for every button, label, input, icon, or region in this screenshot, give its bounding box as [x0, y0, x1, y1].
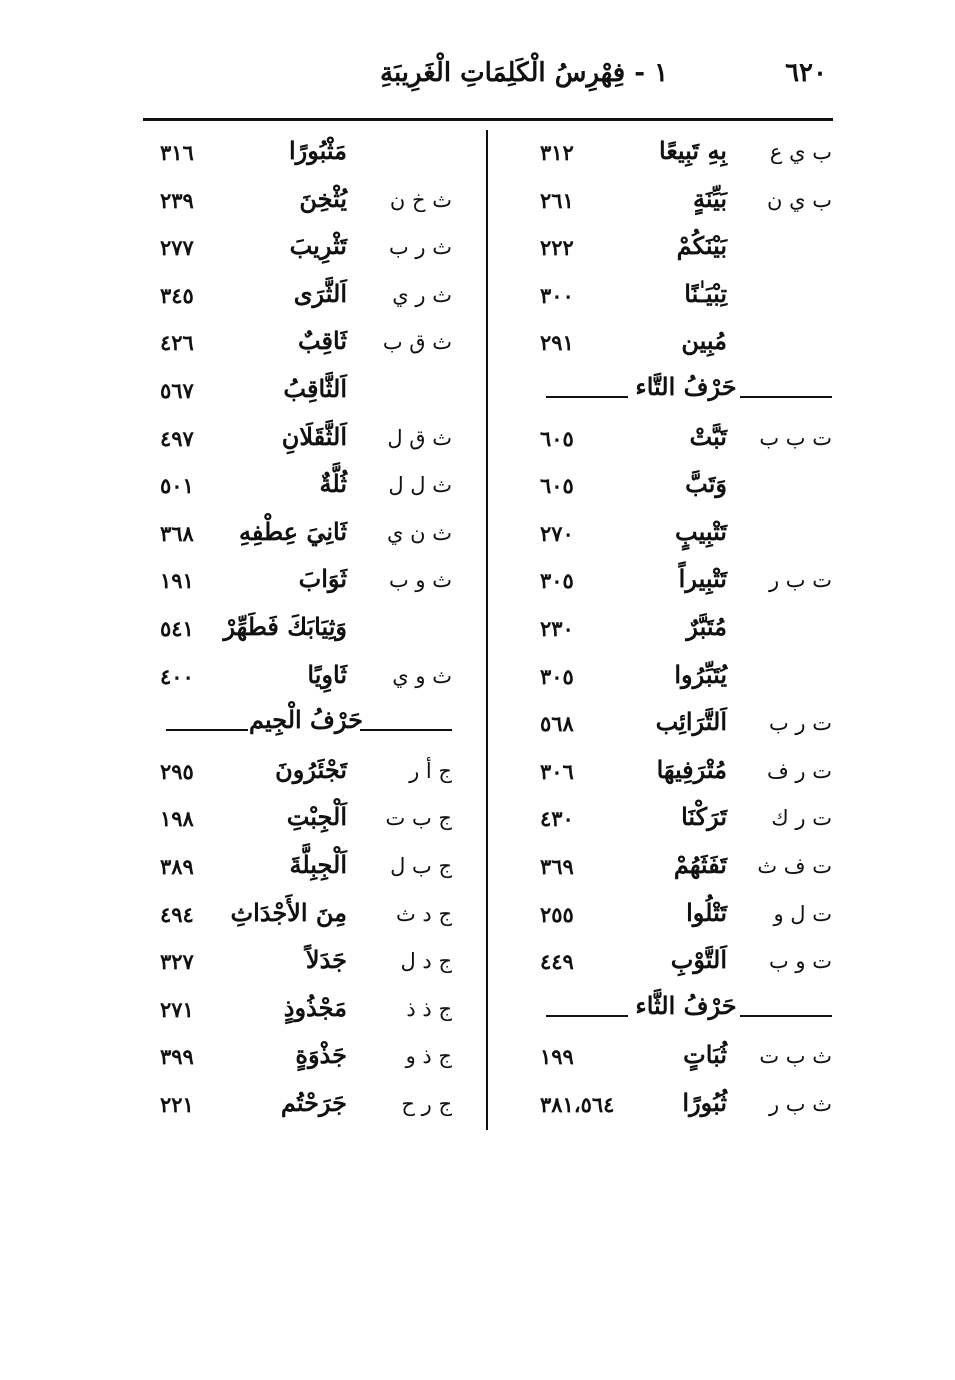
root-letters: ث ر ي [392, 282, 452, 307]
root-letters: ج د ث [395, 901, 452, 926]
page-reference: ٥٠١ [160, 473, 194, 499]
index-entry [540, 751, 832, 799]
root-letters: ت ر ك [771, 806, 832, 831]
index-entry [160, 132, 452, 180]
index-entry [160, 894, 452, 942]
index-word: يُثْخِنَ [299, 183, 347, 213]
index-word: وَثِيَابَكَ فَطَهِّرْ [223, 611, 347, 641]
page-reference: ٦٠٥ [540, 425, 574, 451]
page-reference: ٤٩٧ [160, 425, 194, 451]
index-word: ثَاوِيًا [307, 659, 347, 689]
index-entry [540, 846, 832, 894]
page-reference: ٤٣٠ [540, 806, 574, 832]
root-letters: ت ر ب [768, 711, 832, 736]
index-word: ثُبُورًا [682, 1087, 727, 1117]
index-word: مُتْرَفِيهَا [656, 754, 727, 784]
page-reference: ١٩٨ [160, 806, 194, 832]
page-title: ١ - فِهْرِسُ الْكَلِمَاتِ الْغَرِيبَةِ [380, 58, 669, 88]
column-divider [486, 130, 488, 1130]
index-entry [160, 370, 452, 418]
index-word: ثَاقِبٌ [297, 326, 347, 356]
page-reference: ٢٩١ [540, 330, 574, 356]
index-entry [540, 560, 832, 608]
page-reference: ٢٢٢ [540, 235, 574, 261]
index-entry [540, 418, 832, 466]
page-reference: ٢٩٥ [160, 758, 194, 784]
index-entry [540, 1084, 832, 1132]
heading-label: حَرْفُ التَّاء [635, 371, 737, 401]
page-reference: ٤٤٩ [540, 949, 574, 975]
root-letters: ث ب ر [768, 1091, 832, 1116]
index-entry [160, 180, 452, 228]
index-word: مَثْبُورًا [289, 136, 347, 165]
index-word: تَتْبِيراً [678, 564, 727, 594]
section-heading [540, 989, 832, 1037]
index-entry [540, 180, 832, 228]
index-word: تَثْرِيبَ [289, 231, 347, 261]
index-word: تَفَثَهُمْ [673, 849, 727, 879]
index-word: تَجْئَرُونَ [275, 754, 347, 784]
index-word: ثَانِيَ عِطْفِهِ [238, 516, 347, 546]
index-word: تَتْبِيبٍ [675, 516, 727, 546]
index-word: جَرَحْتُم [280, 1087, 347, 1117]
index-entry [160, 513, 452, 561]
index-entry [160, 227, 452, 275]
page-reference: ٣٠٠ [540, 282, 574, 308]
index-entry [540, 322, 832, 370]
index-word: تَرَكْنَا [681, 802, 727, 832]
page-reference: ٢٦١ [540, 187, 574, 213]
page-reference: ١٩١ [160, 568, 194, 594]
root-letters: ت ف ث [757, 853, 832, 878]
page-reference: ٣٠٥ [540, 663, 574, 689]
root-letters: ث ق ل [387, 425, 452, 450]
index-entry [540, 608, 832, 656]
page-reference: ٣٦٩ [540, 853, 574, 879]
root-letters: ث و ب [388, 568, 452, 593]
index-entry [160, 751, 452, 799]
page-reference: ١٩٩ [540, 1044, 574, 1070]
index-word: اَلثَّقَلَانِ [281, 421, 347, 451]
page-reference: ٤٩٤ [160, 901, 194, 927]
index-entry [540, 798, 832, 846]
page-reference: ٢٧٧ [160, 235, 194, 261]
root-letters: ت و ب [768, 949, 832, 974]
index-entry [160, 1036, 452, 1084]
index-word: ثُبَاتٍ [683, 1040, 727, 1070]
root-letters: ث ر ب [388, 235, 452, 260]
index-word: ثُلَّةٌ [319, 469, 347, 499]
root-letters: ث خ ن [389, 187, 452, 212]
root-letters: ج ذ و [405, 1044, 452, 1069]
index-entry [160, 1084, 452, 1132]
left-column [160, 132, 452, 1131]
index-word: تَبَّتْ [689, 421, 727, 451]
root-letters: ث ق ب [382, 330, 452, 355]
root-letters: ت ل و [773, 901, 832, 926]
page-reference: ٣٩٩ [160, 1044, 194, 1070]
page-reference: ٣٠٥ [540, 568, 574, 594]
page-reference: ٣٠٦ [540, 758, 574, 784]
page-reference: ٢٣٩ [160, 187, 194, 213]
index-entry [540, 894, 832, 942]
index-entry [160, 941, 452, 989]
page-reference: ٣١٢ [540, 140, 574, 165]
index-entry [160, 798, 452, 846]
page-reference: ٢٧١ [160, 996, 194, 1022]
header-rule [143, 118, 833, 121]
root-letters: ج ذ ذ [406, 996, 452, 1021]
root-letters: ث ب ت [759, 1044, 832, 1069]
index-entry [540, 513, 832, 561]
root-letters: ج ب ت [385, 806, 452, 831]
index-word: اَلْجِبِلَّةَ [289, 849, 347, 879]
section-heading [540, 370, 832, 418]
index-entry [160, 418, 452, 466]
index-word: بِهِ تَبِيعًا [659, 136, 727, 165]
page-reference: ٢٢١ [160, 1091, 194, 1117]
page-reference: ٣١٦ [160, 140, 194, 165]
root-letters: ث ن ي [387, 520, 452, 545]
index-entry [540, 656, 832, 704]
right-column [540, 132, 832, 1131]
page-reference: ٣٦٨ [160, 520, 194, 546]
index-word: اَلثَّاقِبُ [283, 373, 347, 403]
page-reference: ٣٨٩ [160, 853, 194, 879]
index-entry [540, 1036, 832, 1084]
page-reference: ٥٤١ [160, 615, 194, 641]
index-entry [540, 227, 832, 275]
root-letters: ب ي ع [769, 140, 832, 164]
index-entry [160, 989, 452, 1037]
index-entry [160, 656, 452, 704]
heading-label: حَرْفُ الْجِيم [249, 705, 363, 735]
root-letters: ت ب ب [759, 425, 832, 450]
index-word: مِنَ الأَجْدَاثِ [230, 897, 347, 927]
index-word: ثَوَابَ [298, 564, 347, 594]
index-entry [160, 846, 452, 894]
index-entry [540, 465, 832, 513]
page-reference: ٣٢٧ [160, 949, 194, 975]
page-reference: ٢٧٠ [540, 520, 574, 546]
page-number: ٦٢٠ [785, 58, 827, 88]
index-entry [160, 275, 452, 323]
index-word: مَجْذُوذٍ [283, 992, 347, 1022]
section-heading [160, 703, 452, 751]
root-letters: ث ل ل [388, 473, 452, 498]
root-letters: ج ب ل [390, 853, 452, 878]
page-reference: ٤٢٦ [160, 330, 194, 356]
index-entry [540, 703, 832, 751]
index-word: وَتَبَّ [685, 469, 727, 499]
page-reference: ٦٠٥ [540, 473, 574, 499]
index-word: تَتْلُوا [686, 897, 727, 927]
index-word: جَذْوَةٍ [295, 1040, 347, 1070]
index-entry [160, 608, 452, 656]
index-word: جَدَلاً [305, 945, 347, 975]
root-letters: ت ر ف [766, 758, 832, 783]
index-word: اَلتَّرَائِب [655, 707, 727, 737]
index-word: مُتَبَّرٌ [686, 611, 727, 641]
page-reference: ٤٠٠ [160, 663, 194, 689]
heading-label: حَرْفُ الثَّاء [635, 990, 737, 1020]
index-word: اَلثَّرَى [293, 278, 347, 308]
index-entry [540, 275, 832, 323]
index-entry [540, 941, 832, 989]
root-letters: ب ي ن [767, 187, 832, 212]
index-word: بَيْنَكُمْ [676, 231, 727, 261]
root-letters: ج ر ح [401, 1091, 452, 1116]
root-letters: ج د ل [400, 949, 452, 974]
index-word: بَيِّنَةٍ [692, 183, 727, 213]
index-word: مُبِين [681, 326, 727, 356]
page-reference: ٣٤٥ [160, 282, 194, 308]
index-entry [160, 465, 452, 513]
page-reference: ٥٦٧ [160, 377, 194, 403]
index-word: تِبْيَـٰنًا [684, 278, 727, 308]
page-reference: ٥٦٨ [540, 711, 574, 737]
heading-rule [166, 729, 248, 731]
index-word: يُتَبِّرُوا [674, 659, 727, 689]
page-reference: ٢٣٠ [540, 615, 574, 641]
index-word: اَلتَّوْبِ [670, 945, 727, 975]
root-letters: ج أ ر [409, 758, 452, 783]
heading-rule [546, 396, 628, 398]
index-entry [160, 322, 452, 370]
heading-rule [546, 1015, 628, 1017]
index-word: اَلْجِبْتِ [286, 802, 347, 832]
root-letters: ث و ي [392, 663, 452, 688]
root-letters: ت ب ر [768, 568, 832, 593]
page-reference: ٢٥٥ [540, 901, 574, 927]
index-entry [540, 132, 832, 180]
index-entry [160, 560, 452, 608]
page-reference: ٣٨١،٥٦٤ [540, 1091, 615, 1117]
